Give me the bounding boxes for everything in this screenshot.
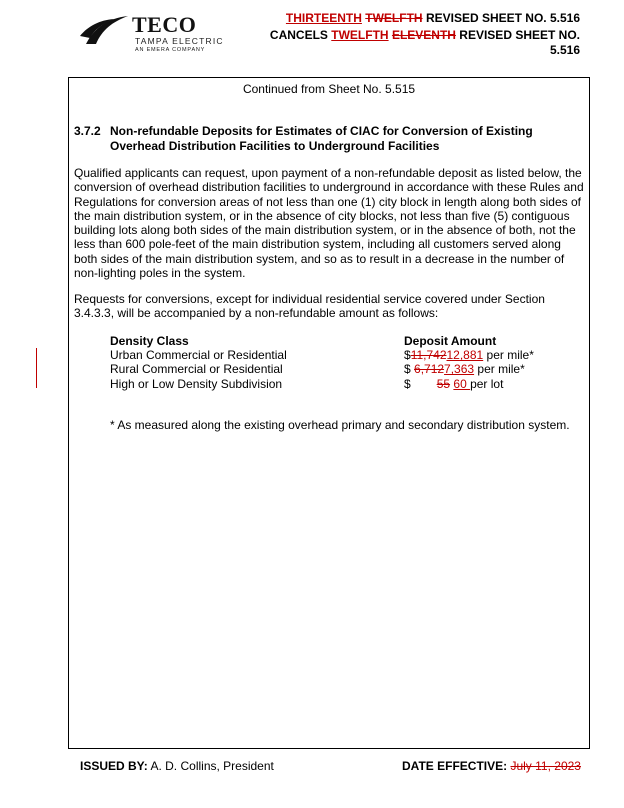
density-class: Rural Commercial or Residential bbox=[110, 362, 283, 377]
deposit-amount-header: Deposit Amount bbox=[404, 334, 497, 348]
section-number: 3.7.2 bbox=[74, 124, 101, 138]
teco-logo bbox=[80, 10, 245, 54]
date-label: DATE EFFECTIVE: bbox=[402, 759, 508, 773]
deposit-table bbox=[110, 334, 580, 391]
currency: $ bbox=[404, 362, 415, 377]
density-class-header: Density Class bbox=[110, 334, 189, 348]
amount-new: 60 bbox=[453, 376, 471, 391]
table-row bbox=[110, 362, 580, 376]
sheet-number-text: REVISED SHEET NO. 5.516 bbox=[425, 11, 580, 25]
cancels-sheet-text: REVISED SHEET NO. bbox=[459, 28, 580, 42]
cancels-line bbox=[270, 28, 580, 43]
cancels-old: ELEVENTH bbox=[391, 28, 456, 42]
logo-subtitle: TAMPA ELECTRIC bbox=[135, 36, 224, 46]
currency: $ bbox=[404, 376, 411, 391]
logo-swoosh-icon bbox=[80, 10, 130, 50]
date-effective bbox=[402, 759, 581, 773]
continued-from: Continued from Sheet No. 5.515 bbox=[242, 82, 416, 96]
amount-unit: per mile* bbox=[483, 348, 534, 363]
density-class: High or Low Density Subdivision bbox=[110, 376, 283, 391]
density-class: Urban Commercial or Residential bbox=[110, 348, 287, 363]
amount-new: 12,881 bbox=[446, 348, 484, 363]
issued-label: ISSUED BY: bbox=[80, 759, 148, 773]
amount-old: 11,742 bbox=[410, 348, 447, 363]
deposit-amount bbox=[404, 362, 525, 376]
currency: $ bbox=[404, 348, 411, 363]
paragraph-conversion: Qualified applicants can request, upon payment of a non-refundable deposit as listed below, the conversion of overhead distribution facilities to underground in accordance with these Rules and Regulations for conversion areas of not less than one (1) city block in length along both sides of the main distribution system, or in the absence of city blocks, not less than five (5) contiguous building lots along both sides of the main distribution system, or in the absence of both, not the less than 600 pole-feet of the main distribution system, including all customers served along both sides of the main distribution system, and so as to result in a decrease in the number of non-lighting poles in the system. bbox=[74, 166, 584, 281]
revision-change-bar bbox=[36, 348, 37, 388]
logo-tagline: AN EMERA COMPANY bbox=[135, 47, 206, 53]
date-old: July 11, 2023 bbox=[510, 759, 581, 773]
issued-value: A. D. Collins, President bbox=[150, 759, 274, 773]
issued-by bbox=[80, 759, 274, 773]
amount-old: 55 bbox=[436, 376, 451, 391]
deposit-amount bbox=[404, 348, 534, 362]
logo-wordmark: TECO bbox=[132, 12, 197, 37]
revision-new: THIRTEENTH bbox=[285, 11, 362, 25]
deposit-amount bbox=[404, 377, 503, 391]
paragraph-requests: Requests for conversions, except for individual residential service covered under Section 3.4.3.3, will be accompanied by a non-refundable amount as follows: bbox=[74, 292, 545, 321]
amount-unit: per lot bbox=[470, 376, 504, 391]
table-row bbox=[110, 348, 580, 362]
cancels-sheet-number: 5.516 bbox=[549, 43, 580, 57]
table-header bbox=[110, 334, 580, 348]
footnote: * As measured along the existing overhead primary and secondary distribution system. bbox=[110, 418, 570, 432]
section-heading bbox=[74, 124, 584, 154]
table-row bbox=[110, 377, 580, 391]
cancels-new: TWELFTH bbox=[331, 28, 389, 42]
revision-old: TWELFTH bbox=[365, 11, 423, 25]
section-title: Non-refundable Deposits for Estimates of CIAC for Conversion of Existing Overhead Distribution Facilities to Underground Facilities bbox=[110, 124, 533, 153]
amount-old: 6,712 bbox=[414, 362, 445, 377]
amount-new: 7,363 bbox=[444, 362, 475, 377]
cancels-label: CANCELS bbox=[269, 28, 328, 42]
amount-unit: per mile* bbox=[474, 362, 525, 377]
sheet-number-line bbox=[286, 11, 580, 26]
